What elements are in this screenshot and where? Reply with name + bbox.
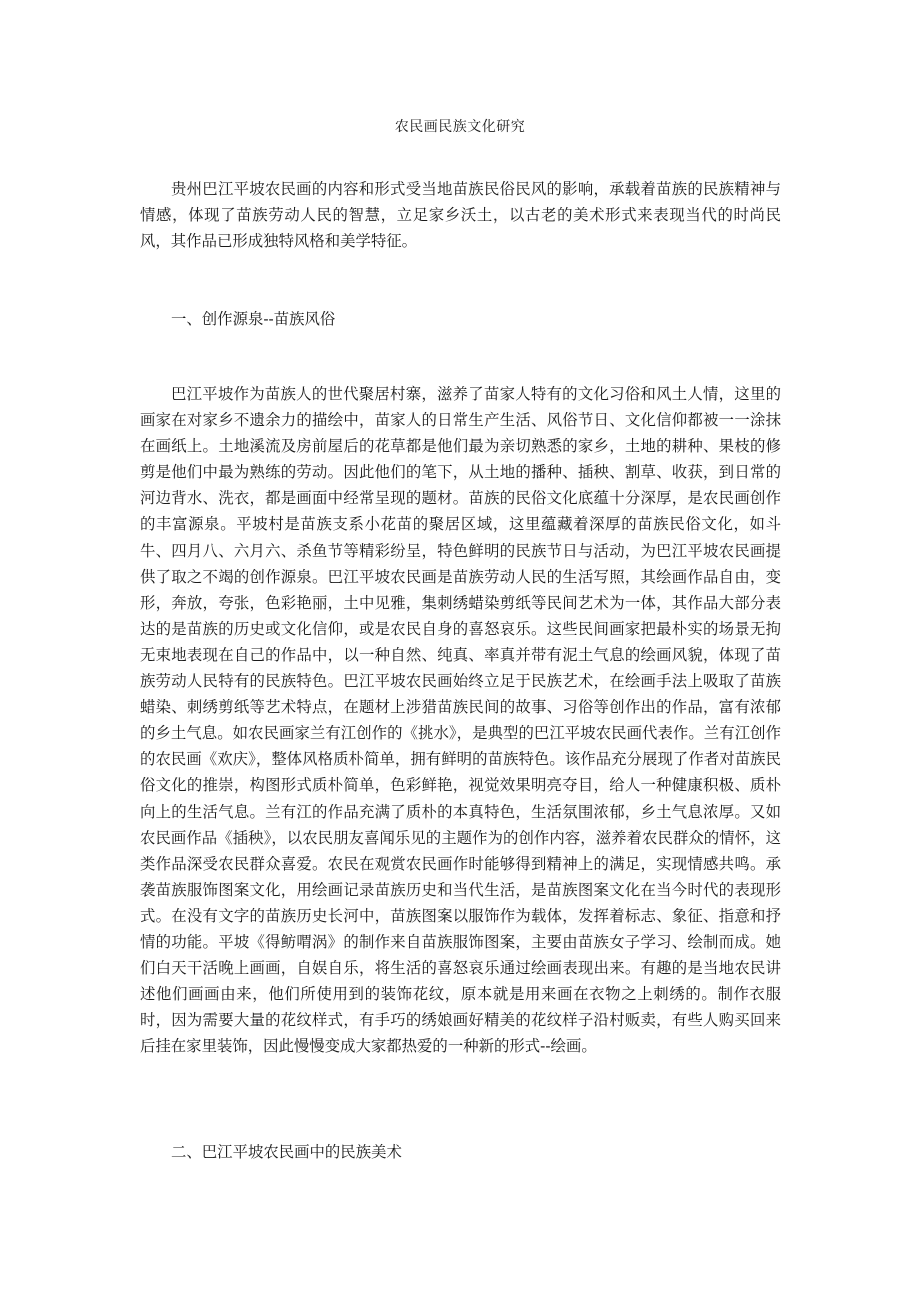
section-1-body: 巴江平坡作为苗族人的世代聚居村寨，滋养了苗家人特有的文化习俗和风土人情，这里的画家在对家乡不遗余力的描绘中，苗家人的日常生产生活、风俗节日、文化信仰都被一一涂抹在画纸上。土地溪流及房前屋后的花草都是他们最为亲切熟悉的家乡，土地的耕种、果枝的修剪是他们中最为熟练的劳动。因此他们的笔下，从土地的播种、插秧、割草、收获，到日常的河边背水、洗衣，都是画面中经常呈现的题材。苗族的民俗文化底蕴十分深厚，是农民画创作的丰富源泉。平坡村是苗族支系小花苗的聚居区域，这里蕴藏着深厚的苗族民俗文化，如斗牛、四月八、六月六、杀鱼节等精彩纷呈，特色鲜明的民族节日与活动，为巴江平坡农民画提供了取之不竭的创作源泉。巴江平坡农民画是苗族劳动人民的生活写照，其绘画作品自由，变形，奔放，夸张，色彩艳丽，土中见雅，集刺绣蜡染剪纸等民间艺术为一体，其作品大部分表达的是苗族的历史或文化信仰，或是农民自身的喜怒哀乐。这些民间画家把最朴实的场景无拘无束地表现在自己的作品中，以一种自然、纯真、率真并带有泥土气息的绘画风貌，体现了苗族劳动人民特有的民族特色。巴江平坡农民画始终立足于民族艺术，在绘画手法上吸取了苗族蜡染、刺绣剪纸等艺术特点，在题材上涉猎苗族民间的故事、习俗等创作出的作品，富有浓郁的乡土气息。如农民画家兰有江创作的《挑水》，是典型的巴江平坡农民画代表作。兰有江创作的农民画《欢庆》，整体风格质朴简单，拥有鲜明的苗族特色。该作品充分展现了作者对苗族民俗文化的推崇，构图形式质朴简单，色彩鲜艳，视觉效果明亮夺目，给人一种健康积极、质朴向上的生活气息。兰有江的作品充满了质朴的本真特色，生活氛围浓郁，乡土气息浓厚。又如农民画作品《插秧》，以农民朋友喜闻乐见的主题作为的创作内容，滋养着农民群众的情怀，这类作品深受农民群众喜爱。农民在观赏农民画作时能够得到精神上的满足，实现情感共鸣。承袭苗族服饰图案文化，用绘画记录苗族历史和当代生活，是苗族图案文化在当今时代的表现形式。在没有文字的苗族历史长河中，苗族图案以服饰作为载体，发挥着标志、象征、指意和抒情的功能。平坡《得鲂喟涡》的制作来自苗族服饰图案，主要由苗族女子学习、绘制而成。她们白天干活晚上画画，自娱自乐，将生活的喜怒哀乐通过绘画表现出来。有趣的是当地农民讲述他们画画由来，他们所使用到的装饰花纹，原本就是用来画在衣物之上刺绣的。制作衣服时，因为需要大量的花纹样式，有手巧的绣娘画好精美的花纹样子沿村贩卖，有些人购买回来后挂在家里装饰，因此慢慢变成大家都热爱的一种新的形式--绘画。 xyxy=(140,385,781,1056)
section-1-heading: 一、创作源泉--苗族风俗 xyxy=(171,310,336,328)
abstract-paragraph: 贵州巴江平坡农民画的内容和形式受当地苗族民俗民风的影响，承载着苗族的民族精神与情感，体现了苗族劳动人民的智慧，立足家乡沃土，以古老的美术形式来表现当代的时尚民风，其作品已形成独特风格和美学特征。 xyxy=(140,180,781,251)
section-2-heading: 二、巴江平坡农民画中的民族美术 xyxy=(171,1143,402,1161)
document-title: 农民画民族文化研究 xyxy=(394,119,526,135)
